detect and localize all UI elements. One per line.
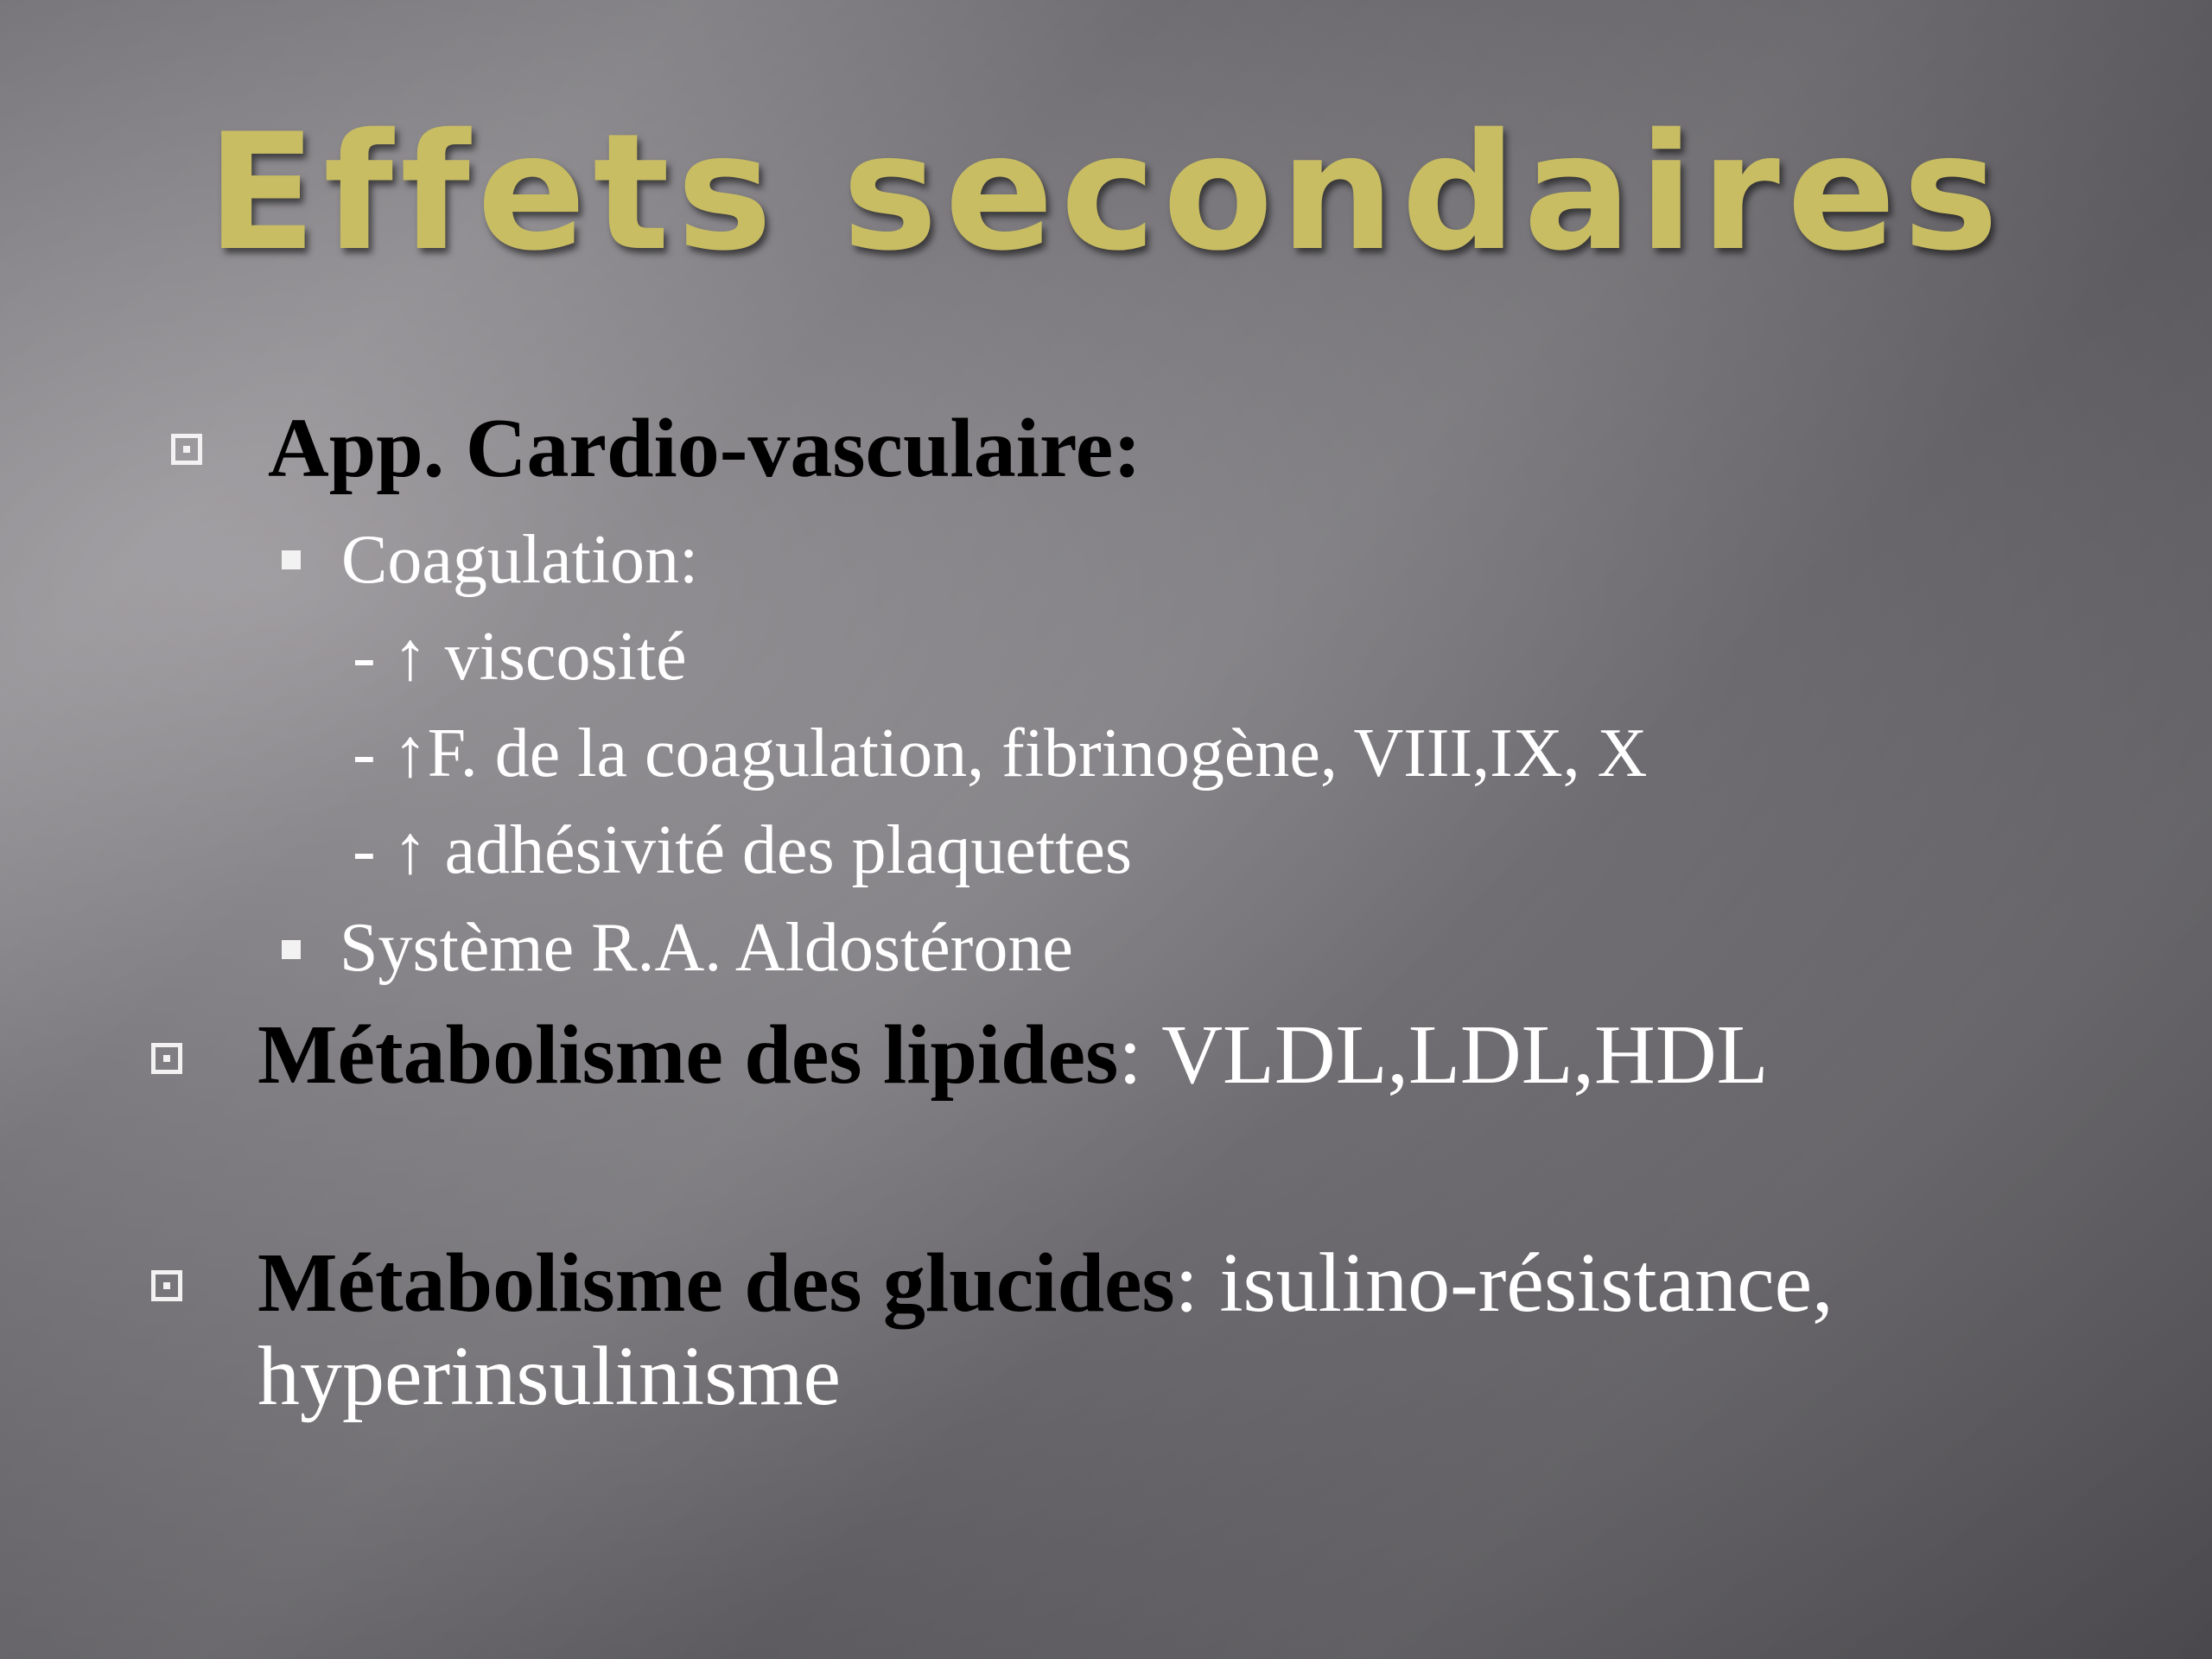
section-heading-lipides	[257, 1008, 1769, 1102]
bullet-box-icon	[151, 1270, 182, 1301]
bullet-box-icon	[171, 434, 202, 465]
heading-glucides: Métabolisme des glucides	[257, 1236, 1175, 1330]
item-coagulation: Coagulation:	[341, 522, 699, 598]
heading-lipides: Métabolisme des lipides	[257, 1008, 1119, 1102]
bullet-square-icon	[282, 550, 301, 569]
subitem-adhesivite: - ↑ adhésivité des plaquettes	[353, 812, 1132, 888]
bullet-square-icon	[282, 940, 301, 959]
lipides-values: : VLDL,LDL,HDL	[1118, 1008, 1769, 1102]
subitem-viscosite: - ↑ viscosité	[353, 619, 687, 695]
item-systeme-raa: Système R.A. Aldostérone	[340, 910, 1073, 986]
glucides-values: : isulino-résistance,	[1174, 1236, 1834, 1330]
bullet-box-icon	[151, 1043, 182, 1074]
glucides-continuation: hyperinsulinisme	[257, 1330, 842, 1423]
subitem-facteurs-coagulation: - ↑F. de la coagulation, fibrinogène, VIII,IX, X	[353, 715, 1648, 791]
section-heading-cardio: App. Cardio-vasculaire:	[268, 402, 1141, 495]
section-heading-glucides	[257, 1236, 1834, 1330]
slide-title: Effets secondaires	[207, 99, 2005, 286]
